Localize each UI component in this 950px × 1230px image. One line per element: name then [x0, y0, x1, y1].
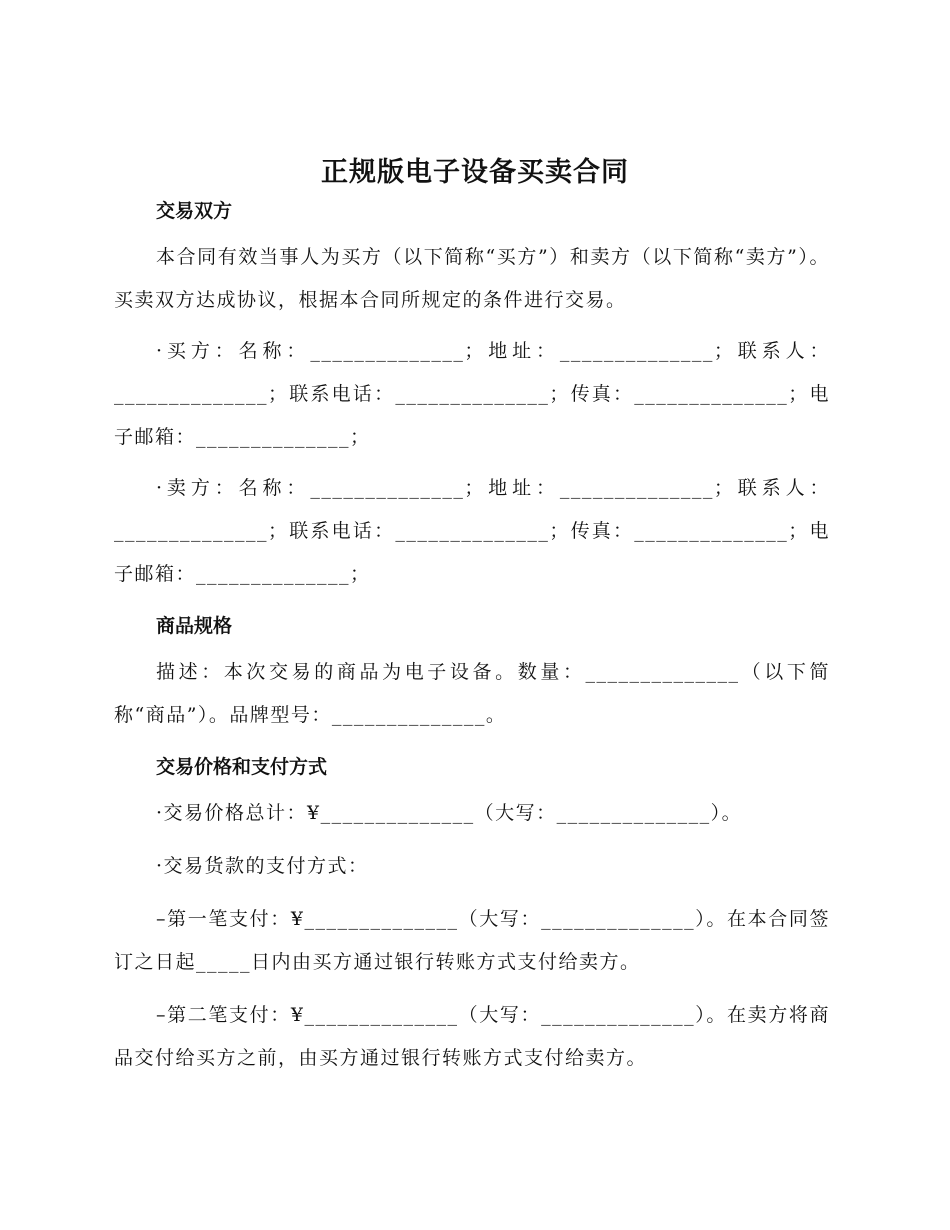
seller-info-paragraph: ·卖方：名称：______________；地址：______________；联系人：______________；联系电话：______________；传真：______________；电子邮箱：______________； [114, 477, 830, 585]
document-title: 正规版电子设备买卖合同 [321, 157, 629, 188]
first-payment-paragraph: –第一笔支付：¥______________（大写：______________）。在本合同签订之日起_____日内由买方通过银行转账方式支付给卖方。 [114, 908, 830, 973]
specs-paragraph: 描述：本次交易的商品为电子设备。数量：______________（以下简称“商品”）。品牌型号：______________。 [114, 661, 830, 726]
document-body [114, 195, 830, 1080]
section-heading-parties: 交易双方 [156, 200, 233, 222]
payment-method-paragraph: ·交易货款的支付方式： [156, 855, 369, 877]
buyer-info-paragraph: ·买方：名称：______________；地址：______________；联系人：______________；联系电话：______________；传真：______________；电子邮箱：______________； [114, 340, 830, 448]
total-price-paragraph: ·交易价格总计：¥______________（大写：______________）。 [156, 802, 743, 824]
section-heading-payment: 交易价格和支付方式 [156, 756, 328, 778]
parties-intro-paragraph: 本合同有效当事人为买方（以下简称“买方”）和卖方（以下简称“卖方”）。买卖双方达成协议，根据本合同所规定的条件进行交易。 [114, 246, 830, 311]
second-payment-paragraph: –第二笔支付：¥______________（大写：______________）。在卖方将商品交付给买方之前，由买方通过银行转账方式支付给卖方。 [114, 1004, 830, 1069]
section-heading-specs: 商品规格 [156, 615, 233, 637]
